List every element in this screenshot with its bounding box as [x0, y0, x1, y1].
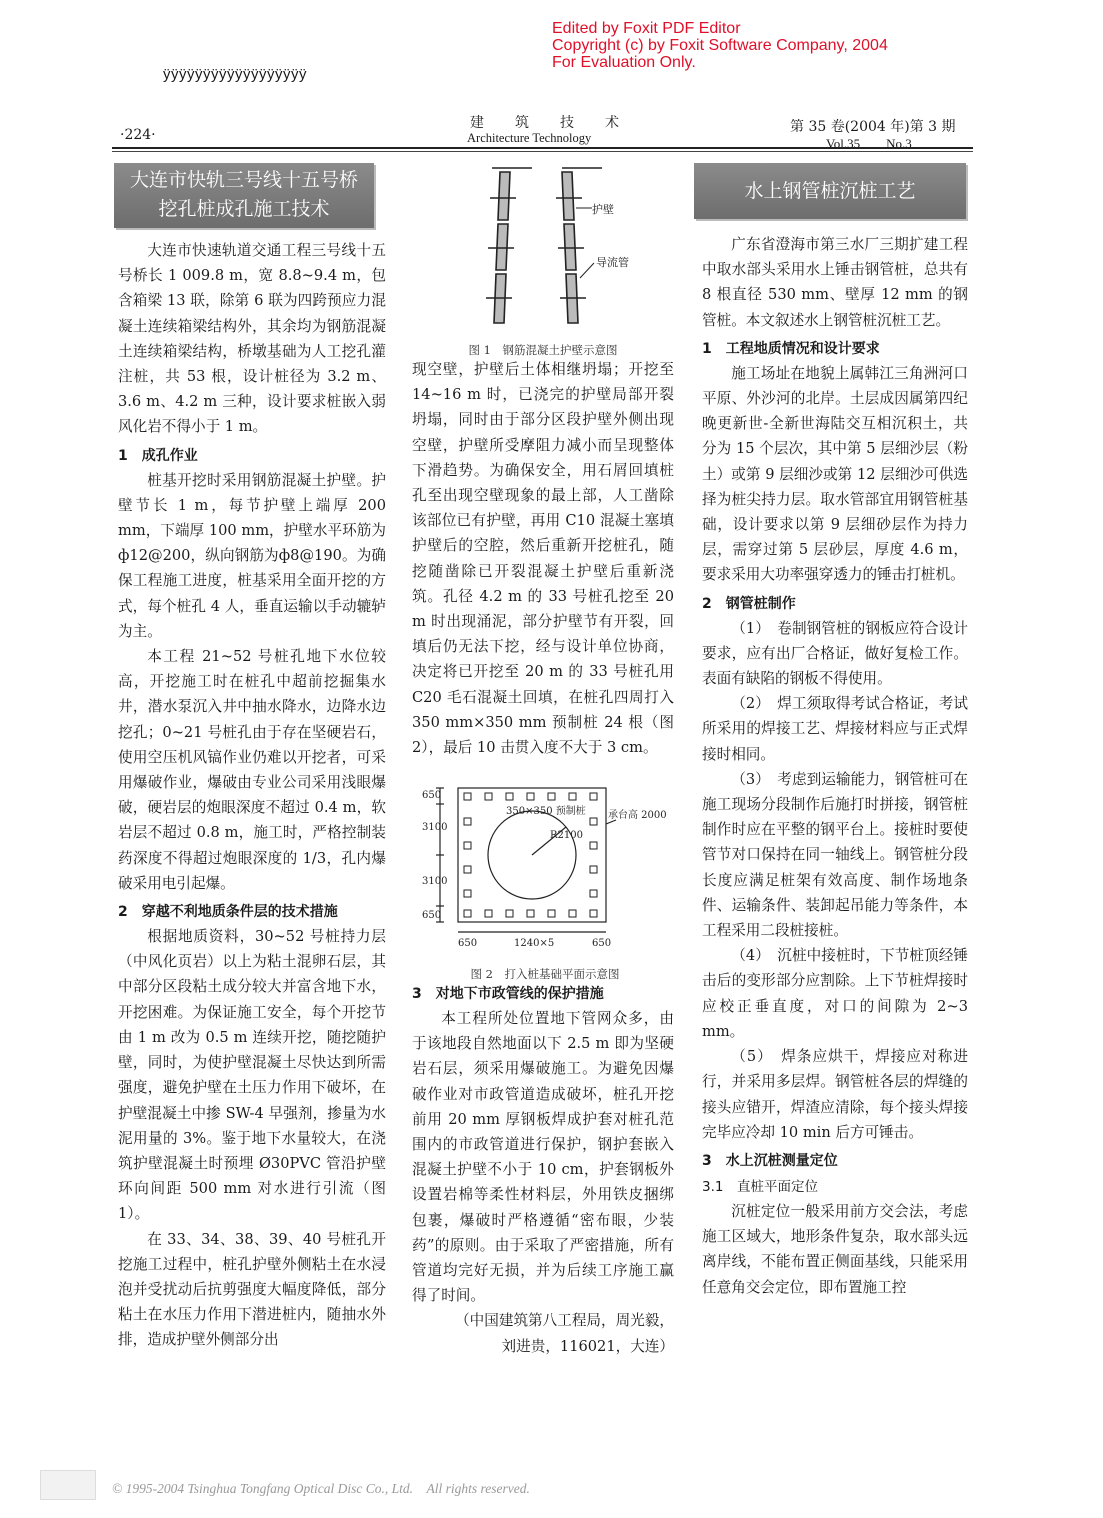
watermark-line-1: Edited by Foxit PDF Editor	[552, 20, 741, 37]
article1-section1-title: 1 成孔作业	[118, 447, 198, 464]
header-rule	[112, 147, 973, 149]
figure2-dim-3100b: 3100	[422, 876, 448, 887]
page-number: ·224·	[120, 127, 156, 143]
figure1-caption: 图 1 钢筋混凝土护壁示意图	[468, 343, 618, 357]
left-column	[118, 238, 386, 1353]
watermark-line-2: Copyright (c) by Foxit Software Company, 2004	[552, 37, 888, 54]
article1-s3-p1: 本工程所处位置地下管网众多，由于该地段自然地面以下 2.5 m 即为坚硬岩石层，须采用爆破施工。为避免因爆破作业对市政管道造成破坏，桩孔开挖前用 20 mm 厚钢板焊成护套对桩孔范围内的市政管道进行保护，钢护套嵌入混凝土护壁不小于 10 cm，护套钢板外设置岩棉等柔性材料层，外用铁皮捆绑包裹，爆破时严格遵循“密布眼，少装药”的原则。由于采取了严密措施，所有管道均完好无损，并为后续工序施工赢得了时间。	[412, 1010, 674, 1305]
article2-section31-title: 3.1 直桩平面定位	[702, 1178, 818, 1195]
figure2-caption: 图 2 打入桩基础平面示意图	[470, 967, 620, 981]
article2-s2-p5: （5） 焊条应烘干，焊接应对称进行，并采用多层焊。钢管桩各层的焊缝的接头应错开，焊渣应清除，每个接头焊接完毕应冷却 10 min 后方可锤击。	[702, 1048, 968, 1141]
article2-intro: 广东省澄海市第三水厂三期扩建工程中取水部头采用水上锤击钢管桩，总共有 8 根直径 530 mm、壁厚 12 mm 的钢管桩。本文叙述水上钢管桩沉桩工艺。	[702, 236, 968, 329]
issue-en: Vol.35 No.3	[826, 136, 912, 151]
figure2-dim-x3: 650	[592, 938, 612, 949]
figure2	[420, 780, 670, 982]
journal-title-en: Architecture Technology	[467, 131, 592, 145]
article2-section3-title: 3 水上沉桩测量定位	[702, 1152, 838, 1169]
figure2-drawing	[420, 780, 670, 962]
figure2-dim-x2: 1240×5	[514, 938, 555, 949]
article2-title: 水上钢管桩沉桩工艺	[744, 180, 916, 202]
article1-section3-title: 3 对地下市政管线的保护措施	[412, 986, 604, 1002]
article2-section1-title: 1 工程地质情况和设计要求	[702, 340, 880, 357]
figure1-label-pipe: 导流管	[596, 256, 629, 269]
article1-section2-title: 2 穿越不利地质条件层的技术措施	[118, 904, 338, 921]
publisher-logo	[40, 1470, 96, 1500]
figure2-dim-bot: 650	[422, 910, 442, 921]
figure2-label-pile: 350×350 预制桩	[506, 806, 586, 817]
header-rule-thin	[112, 151, 973, 152]
article1-s1-p2: 本工程 21~52 号桩孔地下水位较高，开挖施工时在桩孔中超前挖掘集水井，潜水泵沉入井中抽水降水，边降水边挖孔；0~21 号桩孔由于存在坚硬岩石，使用空压机风镐作业仍难以开挖者，可采用爆破作业，爆破由专业公司采用浅眼爆破，硬岩层的炮眼深度不超过 0.4 m，软岩层不超过 0.8 m，施工时，严格控制装药深度不得超过炮眼深度的 1/3，孔内爆破采用电引起爆。	[118, 648, 386, 892]
article1-intro: 大连市快速轨道交通工程三号线十五号桥长 1 009.8 m，宽 8.8~9.4 m，包含箱梁 13 联，除第 6 联为四跨预应力混凝土连续箱梁结构外，其余均为钢筋混凝土连续箱梁结构，桥墩基础为人工挖孔灌注桩，共 53 根，设计桩径为 3.2 m、3.6 m、4.2 m 三种，设计要求桩嵌入弱风化岩不得小于 1 m。	[118, 242, 386, 436]
figure2-label-radius: R2100	[550, 830, 583, 841]
article1-author-line1: （中国建筑第八工程局，周光毅，	[455, 1312, 674, 1330]
journal-title-cn: 建 筑 技 术	[470, 115, 620, 131]
article2-s31-p1: 沉桩定位一般采用前方交会法，考虑施工区域大，地形条件复杂，取水部头远离岸线，不能布置正侧面基线，只能采用任意角交会定位，即布置施工控	[702, 1202, 968, 1296]
article2-s2-p2: （2） 焊工须取得考试合格证，考试所采用的焊接工艺、焊接材料应与正式焊接时相同。	[702, 695, 968, 763]
middle-column-bottom	[412, 978, 674, 1359]
figure1	[412, 158, 674, 358]
article2-title-box	[694, 163, 966, 219]
article2-s2-p1: （1） 卷制钢管桩的钢板应符合设计要求，应有出厂合格证，做好复检工作。表面有缺陷的钢板不得使用。	[702, 619, 968, 688]
article1-title-line2: 挖孔桩成孔施工技术	[158, 198, 330, 220]
watermark-line-3: For Evaluation Only.	[552, 54, 696, 71]
foxit-watermark	[552, 20, 888, 71]
article2-section2-title: 2 钢管桩制作	[702, 595, 796, 612]
figure1-label-wall: 护壁	[592, 203, 614, 216]
article2-s1-p1: 施工场址在地貌上属韩江三角洲河口平原、外沙河的北岸。土层成因属第四纪晚更新世-全新世海陆交互相沉积土，共分为 15 个层次，其中第 5 层细沙层（粉土）或第 9 层细沙或第 12 层细沙可供选择为桩尖持力层。取水管部宜用钢管桩基础，设计要求以第 9 层细砂层作为持力层，需穿过第 5 层砂层，厚度 4.6 m，要求采用大功率强穿透力的锤击打桩机。	[702, 364, 968, 584]
article2-s2-p4: （4） 沉桩中接桩时，下节桩顶经锤击后的变形部分应割除。上下节桩焊接时应校正垂直度，对口的间隙为 2~3 mm。	[702, 947, 968, 1040]
article1-mid-p1: 现空壁，护壁后土体相继坍塌；开挖至 14~16 m 时，已浇完的护壁局部开裂坍塌，同时由于部分区段护壁外侧出现空壁，护壁所受摩阻力减小而呈现整体下滑趋势。为确保安全，用石屑回填桩孔至出现空壁现象的最上部，人工凿除该部位已有护壁，再用 C10 混凝土塞填护壁后的空腔，然后重新开挖桩孔，随挖随凿除已开裂混凝土护壁后重新浇筑。孔径 4.2 m 的 33 号桩孔挖至 20 m 时出现涌泥，部分护壁节有开裂，回填后仍无法下挖，经与设计单位协商，决定将已开挖至 20 m 的 33 号桩孔用 C20 毛石混凝土回填，在桩孔四周打入 350 mm×350 mm 预制桩 24 根（图 2），最后 10 击贯入度不大于 3 cm。	[412, 361, 674, 757]
figure2-dim-3100a: 3100	[422, 822, 448, 833]
article1-s2-p2: 在 33、34、38、39、40 号桩孔开挖施工过程中，桩孔护壁外侧粘土在水浸泡并受扰动后抗剪强度大幅度降低，部分粘土在水压力作用下潜进桩内，随抽水外排，造成护壁外侧部分出	[118, 1230, 386, 1349]
figure2-label-cap: 承台高 2000	[608, 810, 667, 821]
right-column	[702, 232, 968, 1300]
figure2-dim-x1: 650	[458, 938, 478, 949]
figure2-dim-top: 650	[422, 790, 442, 801]
article1-author-line2: 刘进贵，116021，大连）	[501, 1337, 674, 1355]
article2-s2-p3: （3） 考虑到运输能力，钢管桩可在施工现场分段制作后施打时拼接，钢管桩制作时应在平整的钢平台上。接桩时要使管节对口保持在同一轴线上。钢管桩分段长度应满足桩架有效高度、制作场地条件、运输条件、装卸起吊能力等条件，本工程采用二段桩接桩。	[702, 770, 968, 940]
article1-s1-p1: 桩基开挖时采用钢筋混凝土护壁。护壁节长 1 m，每节护壁上端厚 200 mm，下端厚 100 mm，护壁水平环筋为ф12@200，纵向钢筋为ф8@190。为确保工程施工进度，桩基采用全面开挖的方式，每个桩孔 4 人，垂直运输以手动辘轳为主。	[118, 471, 386, 640]
article1-s2-p1: 根据地质资料，30~52 号桩持力层（中风化页岩）以上为粘土混卵石层，其中部分区段粘土成分较大并富含地下水，开挖困难。为保证施工安全，每个开挖节由 1 m 改为 0.5 m 连续开挖，随挖随护壁，同时，为使护壁混凝土尽快达到所需强度，避免护壁在土压力作用下破坏，在护壁混凝土中掺 SW-4 早强剂，掺量为水泥用量的 3%。鉴于地下水量较大，在浇筑护壁混凝土时预埋 Ø30PVC 管沿护壁环向间距 500 mm 对水进行引流（图 1）。	[118, 928, 386, 1223]
figure1-drawing	[412, 158, 674, 338]
middle-column-top	[412, 357, 674, 760]
article1-title-box	[114, 163, 374, 228]
issue-cn: 第 35 卷(2004 年)第 3 期	[790, 119, 956, 135]
copyright-footer: © 1995-2004 Tsinghua Tongfang Optical Disc Co., Ltd. All rights reserved.	[112, 1481, 530, 1496]
garbled-text: ÿÿÿÿÿÿÿÿÿÿÿÿÿÿÿÿÿÿ	[163, 66, 307, 83]
article1-title-line1: 大连市快轨三号线十五号桥	[129, 169, 358, 191]
